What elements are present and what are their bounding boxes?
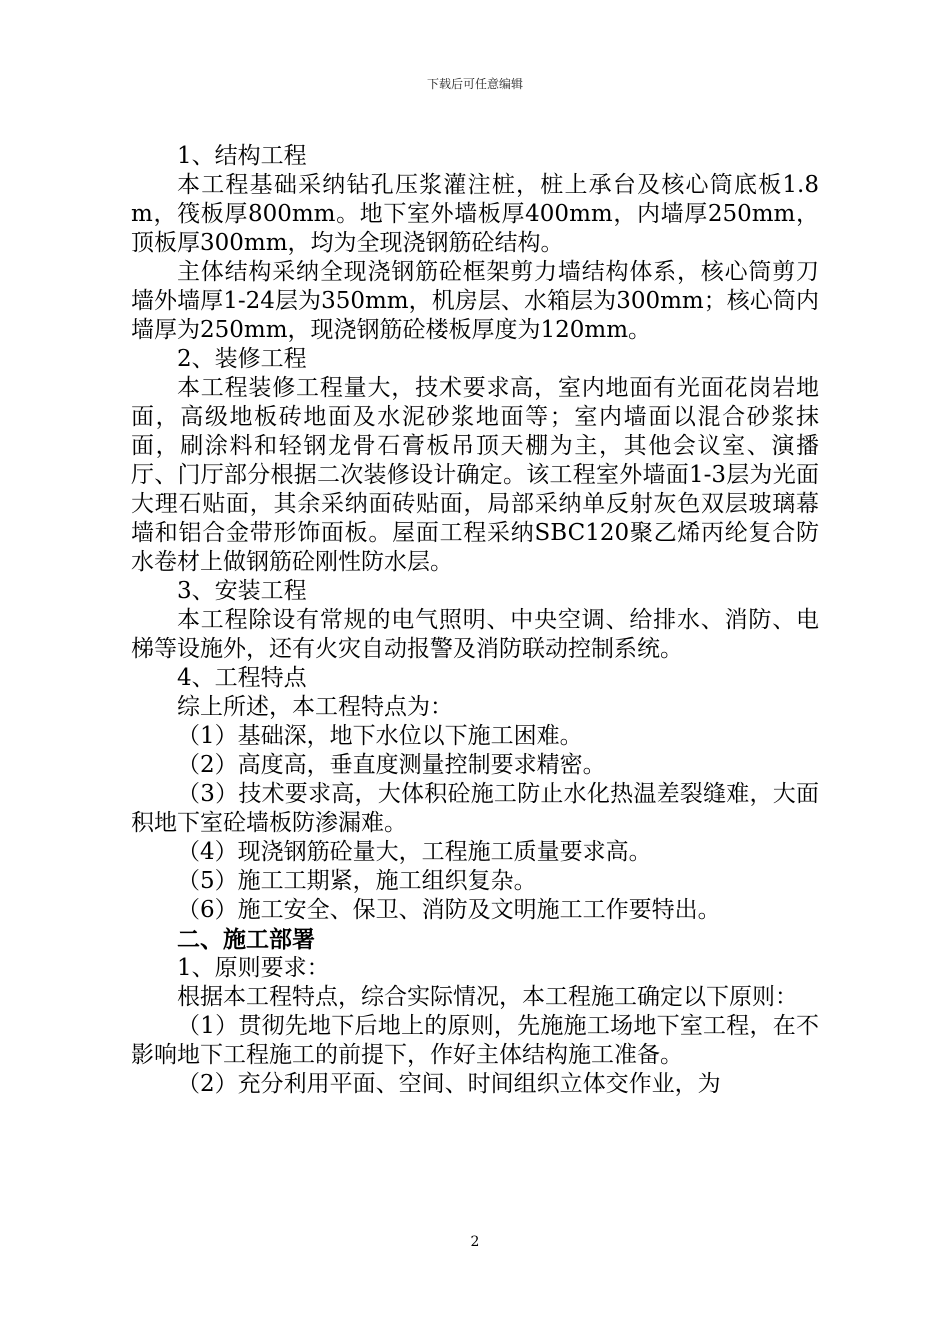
paragraph-features-intro: 综上所述，本工程特点为： <box>177 694 453 720</box>
list-item-principle-1: （1）贯彻先地下后地上的原则，先施施工场地下室工程，在不影响地下工程施工的前提下，作好主体结构施工准备。 <box>131 1013 819 1068</box>
paragraph-main-structure: 主体结构采纳全现浇钢筋砼框架剪力墙结构体系，核心筒剪刀墙外墙厚1-24层为350mm，机房层、水箱层为300mm；核心筒内墙厚为250mm，现浇钢筋砼楼板厚度为120mm。 <box>131 259 819 343</box>
list-item-feature-4: （4）现浇钢筋砼量大，工程施工质量要求高。 <box>177 839 652 865</box>
paragraph-decoration: 本工程装修工程量大，技术要求高，室内地面有光面花岗岩地面，高级地板砖地面及水泥砂浆地面等；室内墙面以混合砂浆抹面，刷涂料和轻钢龙骨石膏板吊顶天棚为主，其他会议室、演播厅、门厅部分根据二次装修设计确定。该工程室外墙面1-3层为光面大理石贴面，其余采纳面砖贴面，局部采纳单反射灰色双层玻璃幕墙和铝合金带形饰面板。屋面工程采纳SBC120聚乙烯丙纶复合防水卷材上做钢筋砼刚性防水层。 <box>131 375 819 575</box>
list-item-feature-6: （6）施工安全、保卫、消防及文明施工工作要特出。 <box>177 897 721 923</box>
list-item-feature-3: （3）技术要求高，大体积砼施工防止水化热温差裂缝难，大面积地下室砼墙板防渗漏难。 <box>131 781 819 836</box>
section-heading-features: 4、工程特点 <box>177 665 307 691</box>
document-body <box>131 142 819 1099</box>
chapter-heading-deployment: 二、施工部署 <box>177 926 315 953</box>
list-item-feature-2: （2）高度高，垂直度测量控制要求精密。 <box>177 752 606 778</box>
list-item-feature-5: （5）施工工期紧，施工组织复杂。 <box>177 868 537 894</box>
list-item-feature-1: （1）基础深，地下水位以下施工困难。 <box>177 723 583 749</box>
paragraph-principles-intro: 根据本工程特点，综合实际情况，本工程施工确定以下原则： <box>177 984 798 1010</box>
section-heading-decoration: 2、装修工程 <box>177 346 307 372</box>
paragraph-installation: 本工程除设有常规的电气照明、中央空调、给排水、消防、电梯等设施外，还有火灾自动报警及消防联动控制系统。 <box>131 607 819 662</box>
section-heading-structure: 1、结构工程 <box>177 143 307 169</box>
page-number: 2 <box>470 1234 480 1250</box>
list-item-principle-2: （2）充分利用平面、空间、时间组织立体交作业，为 <box>177 1071 721 1097</box>
paragraph-foundation: 本工程基础采纳钻孔压浆灌注桩，桩上承台及核心筒底板1.8m，筏板厚800mm。地下室外墙板厚400mm，内墙厚250mm，顶板厚300mm，均为全现浇钢筋砼结构。 <box>131 172 819 256</box>
section-heading-principles: 1、原则要求： <box>177 955 330 981</box>
section-heading-installation: 3、安装工程 <box>177 578 307 604</box>
page-header: 下载后可任意编辑 <box>426 77 523 91</box>
